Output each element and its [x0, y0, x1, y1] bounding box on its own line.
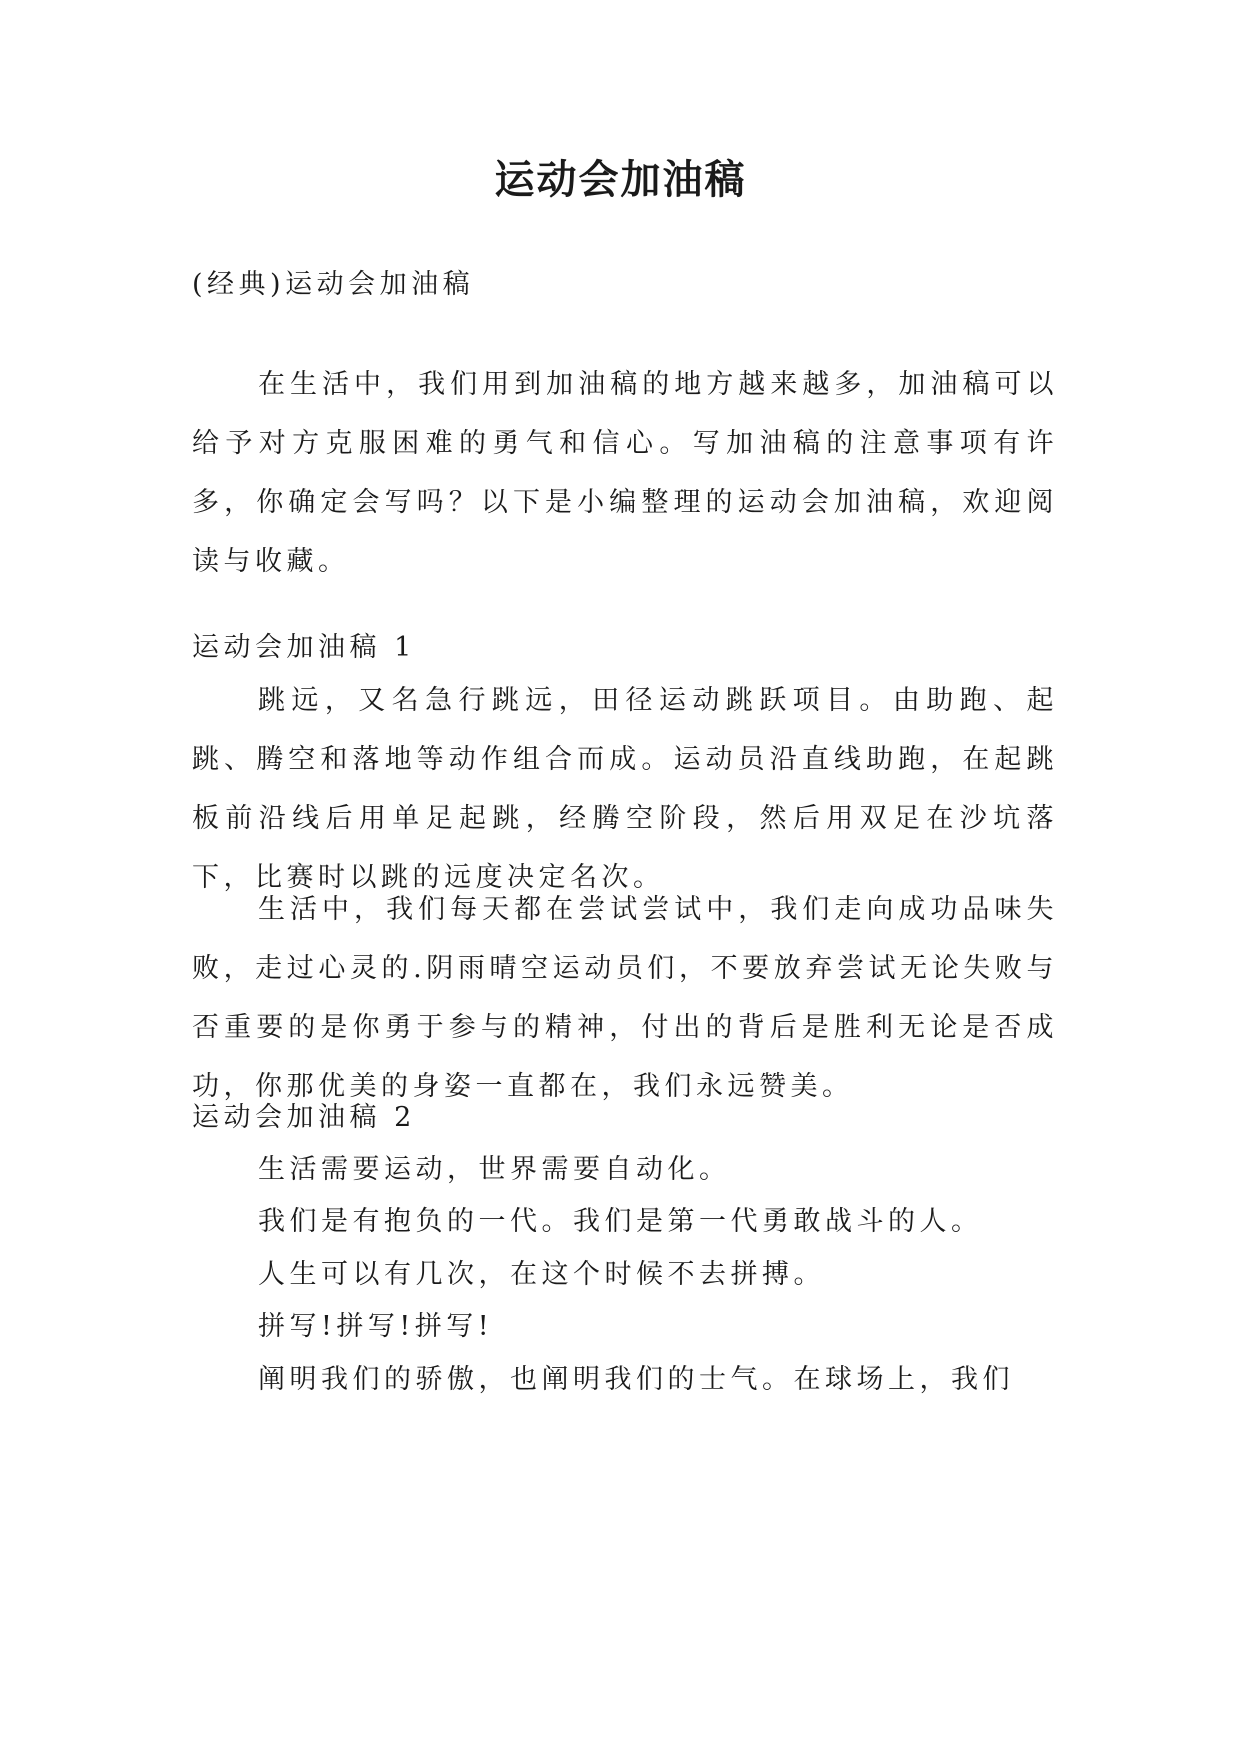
section-2-line: 我们是有抱负的一代。我们是第一代勇敢战斗的人。: [258, 1206, 983, 1237]
section-1-paragraph-2: 生活中，我们每天都在尝试尝试中，我们走向成功品味失败，走过心灵的.阴雨晴空运动员们，不要放弃尝试无论失败与否重要的是你勇于参与的精神，付出的背后是胜利无论是否成功，你那优美的身姿一直都在，我们永远赞美。: [192, 894, 1058, 1102]
section-2-heading: 运动会加油稿 2: [192, 1102, 416, 1133]
document-title: 运动会加油稿: [494, 157, 747, 203]
section-1-paragraph-1: 跳远，又名急行跳远，田径运动跳跃项目。由助跑、起跳、腾空和落地等动作组合而成。运动员沿直线助跑，在起跳板前沿线后用单足起跳，经腾空阶段，然后用双足在沙坑落下，比赛时以跳的远度决定名次。: [192, 685, 1058, 893]
section-1-heading: 运动会加油稿 1: [192, 632, 416, 663]
document-subtitle: (经典)运动会加油稿: [192, 269, 475, 300]
section-2-line: 拼写!拼写!拼写!: [258, 1311, 494, 1342]
section-2-line: 阐明我们的骄傲，也阐明我们的士气。在球场上，我们: [258, 1364, 1014, 1395]
section-2-line: 生活需要运动，世界需要自动化。: [258, 1154, 731, 1185]
section-2-line: 人生可以有几次，在这个时候不去拼搏。: [258, 1259, 825, 1290]
intro-paragraph: 在生活中，我们用到加油稿的地方越来越多，加油稿可以给予对方克服困难的勇气和信心。写加油稿的注意事项有许多，你确定会写吗？以下是小编整理的运动会加油稿，欢迎阅读与收藏。: [192, 369, 1058, 577]
